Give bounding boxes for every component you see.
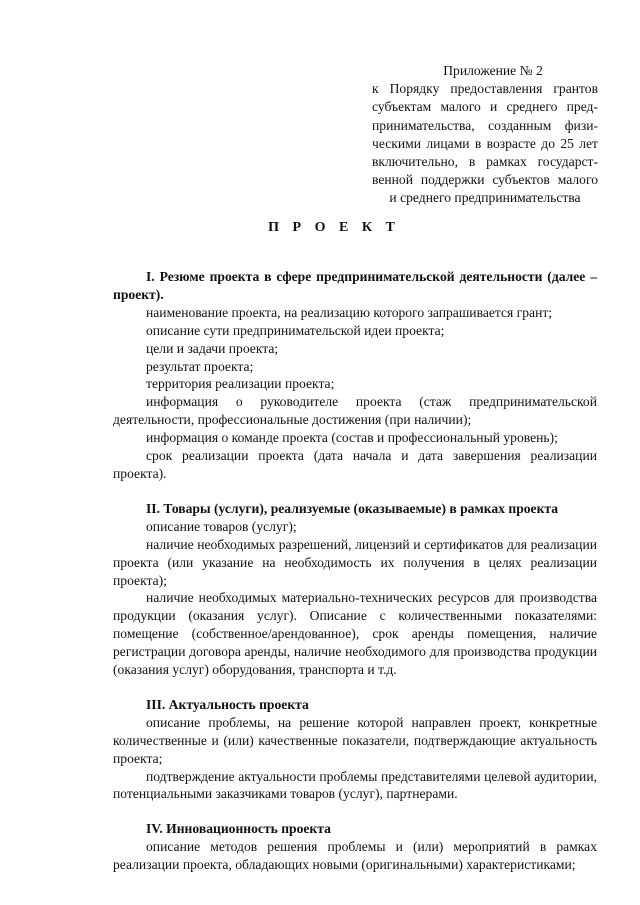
section-heading: III. Актуальность проекта (146, 696, 309, 712)
section-heading: II. Товары (услуги), реализуемые (оказываемые) в рамках проекта (146, 500, 559, 516)
list-item: срок реализации проекта (дата начала и дата завершения реализации проекта). (113, 448, 597, 481)
list-item: наличие необходимых материально-технических ресурсов для производства продукции (оказания услуг). Описание с количественными показателями: помещение (собственное/арендованное), срок аренды помещения, наличие регистрации договора аренды, наличие необходимого для производства продукции (оказания услуг) оборудования, транспорта и т.д. (113, 590, 597, 678)
appendix-block (372, 62, 598, 208)
appendix-line: субъектам малого и среднего пред- (372, 99, 598, 115)
list-item: описание товаров (услуг); (146, 518, 297, 534)
appendix-title: Приложение № 2 (443, 63, 543, 78)
list-item: описание проблемы, на решение которой направлен проект, конкретные количественные и (или) качественные показатели, подтверждающие актуальность проекта; (113, 714, 597, 766)
section-heading: I. Резюме проекта в сфере предпринимательской деятельности (далее – проект). (113, 269, 597, 302)
section-heading: IV. Инновационность проекта (146, 821, 331, 837)
list-item: наименование проекта, на реализацию которого запрашивается грант; (146, 304, 553, 320)
list-item: результат проекта; (146, 358, 254, 374)
list-item: описание сути предпринимательской идеи проекта; (146, 322, 445, 338)
section-innovation (113, 820, 597, 874)
document-title: П Р О Е К Т (268, 220, 400, 235)
document-body (113, 268, 597, 874)
list-item: описание методов решения проблемы и (или) мероприятий в рамках реализации проекта, обладающих новыми (оригинальными) характеристиками; (113, 839, 597, 873)
section-resume (113, 268, 597, 483)
list-item: территория реализации проекта; (146, 376, 335, 392)
list-item: наличие необходимых разрешений, лицензий и сертификатов для реализации проекта (или указание на необходимость их получения в целях реализации проекта); (113, 536, 597, 588)
appendix-line: к Порядку предоставления грантов (372, 81, 598, 97)
list-item: цели и задачи проекта; (146, 340, 279, 356)
section-goods (113, 500, 597, 679)
appendix-line: включительно, в рамках государст- (372, 154, 598, 170)
list-item: информация о команде проекта (состав и профессиональный уровень); (146, 430, 558, 446)
appendix-line: принимательства, созданным физи- (372, 117, 598, 133)
list-item: подтверждение актуальности проблемы представителями целевой аудитории, потенциальными заказчиками товаров (услуг), партнерами. (113, 768, 597, 802)
appendix-line: и среднего предпринимательства (389, 190, 581, 206)
section-relevance (113, 696, 597, 803)
appendix-line: ческими лицами в возрасте до 25 лет (372, 135, 598, 151)
appendix-line: венной поддержки субъектов малого (372, 172, 598, 188)
list-item: информация о руководителе проекта (стаж предпринимательской деятельности, профессиональные достижения (при наличии); (113, 394, 597, 428)
